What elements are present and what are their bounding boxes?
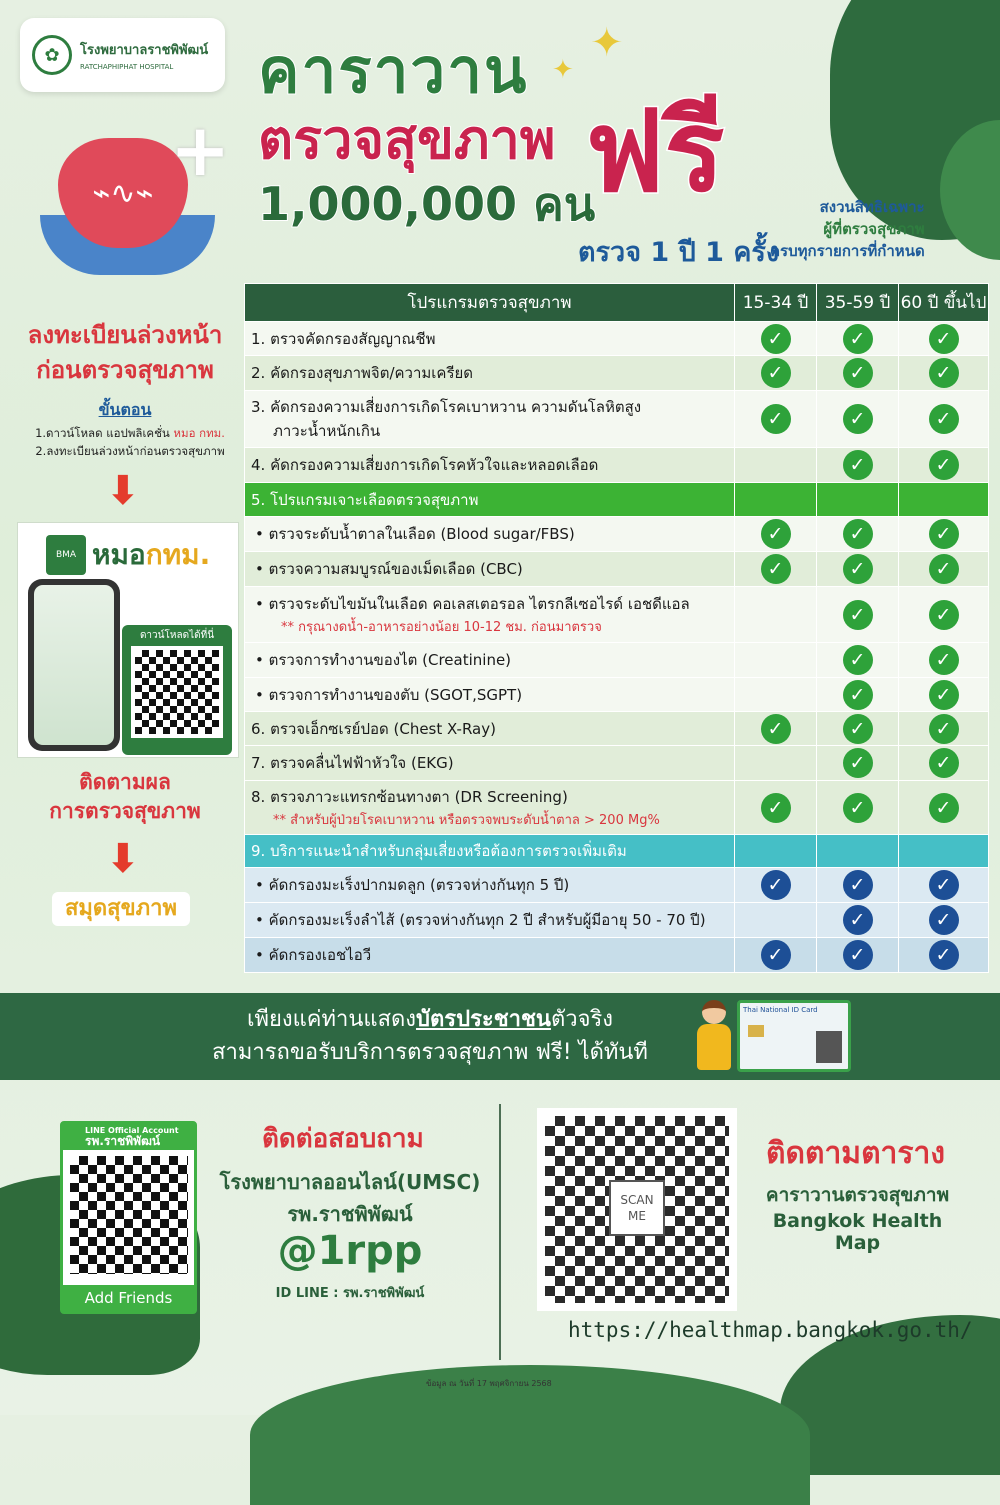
line-id: @1rpp [277, 1228, 423, 1274]
row-text: ภาวะน้ำหนักเกิน [273, 422, 381, 440]
check-icon: ✓ [929, 714, 959, 744]
check-icon: ✓ [761, 554, 791, 584]
check-icon: ✓ [843, 404, 873, 434]
hospital-logo [20, 18, 225, 92]
headline-caravan: คาราวาน [258, 34, 529, 107]
id-card-icon [737, 1000, 851, 1072]
table-row-label: • คัดกรองมะเร็งลำไส้ (ตรวจห่างกันทุก 2 ปี สำหรับผู้มีอายุ 50 - 70 ปี) [245, 903, 735, 938]
register-title-line: ลงทะเบียนล่วงหน้า [27, 321, 223, 349]
check-icon: ✓ [929, 793, 959, 823]
check-icon: ✓ [929, 748, 959, 778]
register-title [15, 318, 235, 388]
line-id-text: ID LINE : รพ.ราชพิพัฒน์ [275, 1286, 425, 1301]
heart-icon: ⌁∿⌁ [58, 138, 188, 248]
table-section-label: 5. โปรแกรมเจาะเลือดตรวจสุขภาพ [245, 483, 735, 517]
check-icon: ✓ [843, 450, 873, 480]
data-date-footnote: ข้อมูล ณ วันที่ 17 พฤศจิกายน 2568 [426, 1379, 552, 1388]
headline-checkup: ตรวจสุขภาพ [258, 108, 556, 171]
health-map-qr[interactable] [537, 1108, 737, 1311]
map-heading: ติดตามตาราง [766, 1136, 946, 1171]
contact-line-1: โรงพยาบาลออนไลน์(UMSC) [219, 1170, 481, 1194]
health-book-label: สมุดสุขภาพ [52, 892, 190, 926]
id-card-label: Thai National ID Card [743, 1006, 818, 1014]
step-1 [15, 425, 245, 443]
map-line-1: คาราวานตรวจสุขภาพ [765, 1184, 950, 1206]
table-section-label: 9. บริการแนะนำสำหรับกลุ่มเสี่ยงหรือต้องการตรวจเพิ่มเติม [245, 835, 735, 868]
check-icon: ✓ [761, 519, 791, 549]
check-icon: ✓ [843, 940, 873, 970]
follow-line: ติดตามผล [79, 770, 171, 794]
map-line-2: Bangkok Health Map [772, 1210, 943, 1254]
app-logo-icon: BMA [46, 535, 86, 575]
arrow-down-icon: ⬇ [106, 836, 140, 882]
reserve-note [770, 196, 925, 262]
steps-heading: ขั้นตอน [98, 400, 152, 419]
check-icon: ✓ [929, 554, 959, 584]
line-account-label: LINE Official Account [85, 1126, 179, 1135]
check-icon: ✓ [843, 714, 873, 744]
check-icon: ✓ [761, 324, 791, 354]
sparkle-icon: ✦ [590, 20, 624, 66]
step-1-text: 1.ดาวน์โหลด แอปพลิเคชั่น [35, 426, 170, 440]
table-row-label: • คัดกรองมะเร็งปากมดลูก (ตรวจห่างกันทุก 5 ปี) [245, 868, 735, 903]
table-row-label: 2. คัดกรองสุขภาพจิต/ความเครียด [245, 356, 735, 391]
line-account-name: รพ.ราชพิพัฒน์ [85, 1134, 161, 1148]
diabetes-note: ** สำหรับผู้ป่วยโรคเบาหวาน หรือตรวจพบระดับน้ำตาล > 200 Mg% [273, 813, 660, 828]
check-icon: ✓ [929, 680, 959, 710]
frequency-text: ตรวจ 1 ปี 1 ครั้ง [578, 237, 780, 268]
check-icon: ✓ [929, 519, 959, 549]
id-card-word: บัตรประชาชน [416, 1007, 551, 1032]
banner-line-1 [190, 1003, 670, 1036]
table-row-label: 7. ตรวจคลื่นไฟฟ้าหัวใจ (EKG) [245, 746, 735, 781]
sparkle-icon: ✦ [552, 55, 574, 85]
check-icon: ✓ [843, 358, 873, 388]
check-icon: ✓ [929, 358, 959, 388]
app-name-part: กทม. [145, 538, 211, 571]
hospital-name-th: โรงพยาบาลราชพิพัฒน์ [80, 43, 209, 58]
line-oa-card[interactable] [60, 1121, 197, 1314]
check-icon: ✓ [843, 680, 873, 710]
row-text: 3. คัดกรองความเสี่ยงการเกิดโรคเบาหวาน ความดันโลหิตสูง [251, 398, 642, 416]
table-header: 35-59 ปี [817, 284, 899, 322]
check-icon: ✓ [929, 324, 959, 354]
check-icon: ✓ [929, 645, 959, 675]
check-icon: ✓ [843, 600, 873, 630]
table-row-label [245, 391, 735, 448]
line-qr-code[interactable] [70, 1156, 188, 1274]
hospital-name-en: RATCHAPHIPHAT HOSPITAL [80, 63, 174, 71]
banner-line-2: สามารถขอรับบริการตรวจสุขภาพ ฟรี! ได้ทันที [212, 1040, 648, 1065]
app-name [92, 533, 210, 577]
check-icon: ✓ [761, 404, 791, 434]
headline-count: 1,000,000 คน [258, 177, 596, 231]
download-label: ดาวน์โหลดได้ที่นี่ [139, 630, 215, 641]
heart-hand-illustration [30, 108, 231, 285]
table-row-label [245, 587, 735, 643]
table-row-label: • ตรวจการทำงานของไต (Creatinine) [245, 643, 735, 678]
app-promo-card [17, 522, 239, 758]
table-header: โปรแกรมตรวจสุขภาพ [245, 284, 735, 322]
presenter-lady-icon [694, 1000, 734, 1074]
banner-text [190, 1003, 670, 1069]
banner-part: เพียงแค่ท่านแสดง [246, 1007, 417, 1032]
check-icon: ✓ [843, 748, 873, 778]
check-icon: ✓ [843, 905, 873, 935]
follow-line: การตรวจสุขภาพ [49, 799, 201, 823]
app-name-part: หมอ [92, 538, 146, 571]
check-icon: ✓ [761, 358, 791, 388]
table-row-label: • ตรวจการทำงานของตับ (SGOT,SGPT) [245, 678, 735, 712]
check-icon: ✓ [843, 870, 873, 900]
fasting-note: ** กรุณางดน้ำ-อาหารอย่างน้อย 10-12 ชม. ก่อนมาตรวจ [281, 620, 602, 635]
add-friends-button[interactable]: Add Friends [63, 1285, 194, 1311]
check-icon: ✓ [929, 600, 959, 630]
contact-line-2: รพ.ราชพิพัฒน์ [287, 1202, 413, 1226]
headline-free: ฟรี [585, 87, 725, 217]
reserve-line: ผู้ที่ตรวจสุขภาพ [823, 220, 925, 238]
table-row-label: • ตรวจระดับน้ำตาลในเลือด (Blood sugar/FBS) [245, 517, 735, 552]
table-header: 15-34 ปี [735, 284, 817, 322]
plus-icon: + [170, 108, 231, 192]
table-row-label: • คัดกรองเอชไอวี [245, 938, 735, 973]
reserve-line: สงวนสิทธิเฉพาะ [819, 198, 925, 216]
check-icon: ✓ [761, 870, 791, 900]
row-text: 8. ตรวจภาวะแทรกซ้อนทางตา (DR Screening) [251, 788, 568, 806]
hospital-seal-icon: ✿ [32, 35, 72, 75]
check-icon: ✓ [843, 519, 873, 549]
table-row-label [245, 781, 735, 835]
row-text: • ตรวจระดับไขมันในเลือด คอเลสเตอรอล ไตรกลีเซอไรด์ เอชดีแอล [255, 595, 690, 613]
check-icon: ✓ [843, 554, 873, 584]
check-icon: ✓ [843, 793, 873, 823]
table-row-label: • ตรวจความสมบูรณ์ของเม็ดเลือด (CBC) [245, 552, 735, 587]
step-2: 2.ลงทะเบียนล่วงหน้าก่อนตรวจสุขภาพ [35, 444, 225, 458]
check-icon: ✓ [843, 324, 873, 354]
check-icon: ✓ [929, 870, 959, 900]
banner-part: ตัวจริง [550, 1007, 614, 1032]
arrow-down-icon: ⬇ [106, 468, 140, 514]
check-icon: ✓ [761, 793, 791, 823]
table-header: 60 ปี ขึ้นไป [899, 284, 989, 322]
check-icon: ✓ [761, 714, 791, 744]
app-name-highlight: หมอ กทม. [173, 426, 225, 440]
health-map-link[interactable]: https://healthmap.bangkok.go.th/ [568, 1318, 973, 1342]
download-box [122, 625, 232, 755]
contact-heading: ติดต่อสอบถาม [262, 1124, 424, 1154]
scan-me-label: SCAN ME [609, 1180, 665, 1236]
check-icon: ✓ [929, 450, 959, 480]
check-icon: ✓ [929, 905, 959, 935]
table-row-label: 6. ตรวจเอ็กซเรย์ปอด (Chest X-Ray) [245, 712, 735, 746]
check-icon: ✓ [843, 645, 873, 675]
register-title-line: ก่อนตรวจสุขภาพ [36, 356, 214, 384]
app-qr-code[interactable] [131, 646, 223, 738]
reserve-line: ครบทุกรายการที่กำหนด [770, 242, 925, 260]
follow-results [15, 768, 235, 826]
table-row-label: 4. คัดกรองความเสี่ยงการเกิดโรคหัวใจและหลอดเลือด [245, 448, 735, 483]
phone-mockup [28, 579, 120, 751]
table-row-label: 1. ตรวจคัดกรองสัญญาณชีพ [245, 322, 735, 356]
divider [499, 1104, 501, 1360]
check-icon: ✓ [929, 940, 959, 970]
check-icon: ✓ [929, 404, 959, 434]
checkup-program-table [244, 283, 989, 973]
check-icon: ✓ [761, 940, 791, 970]
line-oa-header [63, 1124, 194, 1150]
